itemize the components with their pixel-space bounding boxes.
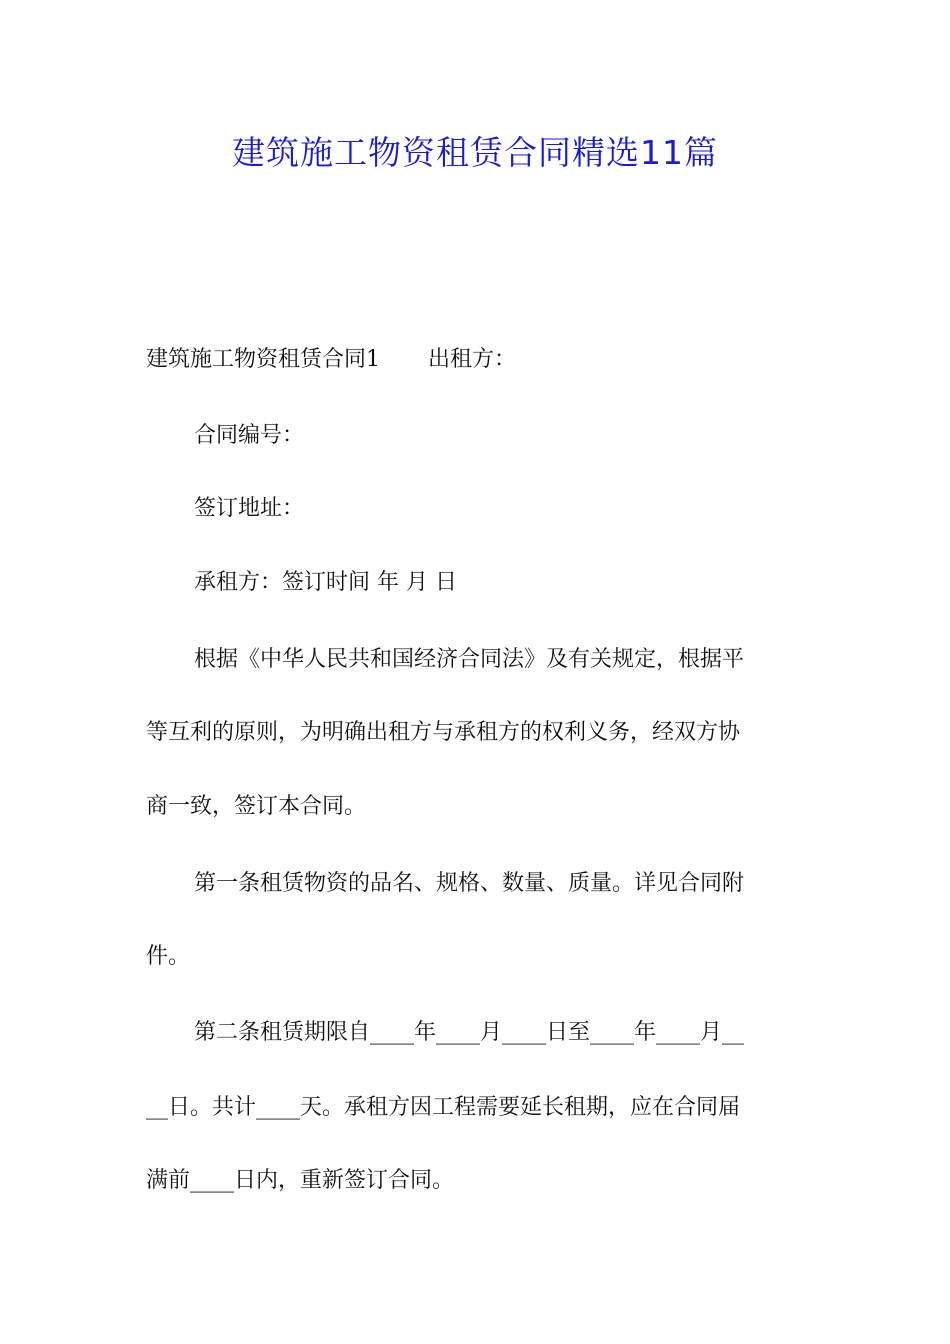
article2-line: 满前____日内，重新签订合同。 [146,1168,455,1193]
preamble-line: 等互利的原则，为明确出租方与承租方的权利义务，经双方协 [146,720,741,745]
article2-line: 第二条租赁期限自____年____月____日至____年____月__ [194,1020,745,1045]
sign-place-line: 签订地址： [194,496,305,521]
header-line [146,342,808,378]
contract-no-line: 合同编号： [194,423,305,448]
article1-line: 件。 [146,944,191,969]
article2-line: __日。共计____天。承租方因工程需要延长租期，应在合同届 [146,1095,741,1120]
preamble-line: 根据《中华人民共和国经济合同法》及有关规定，根据平 [194,647,745,672]
document-title: 建筑施工物资租赁合同精选11篇 [232,133,718,172]
preamble-line: 商一致，签订本合同。 [146,794,367,819]
lessor-label: 出租方： [428,347,517,372]
contract-heading: 建筑施工物资租赁合同1 [146,347,380,372]
lessee-line: 承租方：签订时间 年 月 日 [194,570,457,595]
article1-line: 第一条租赁物资的品名、规格、数量、质量。详见合同附 [194,871,745,896]
